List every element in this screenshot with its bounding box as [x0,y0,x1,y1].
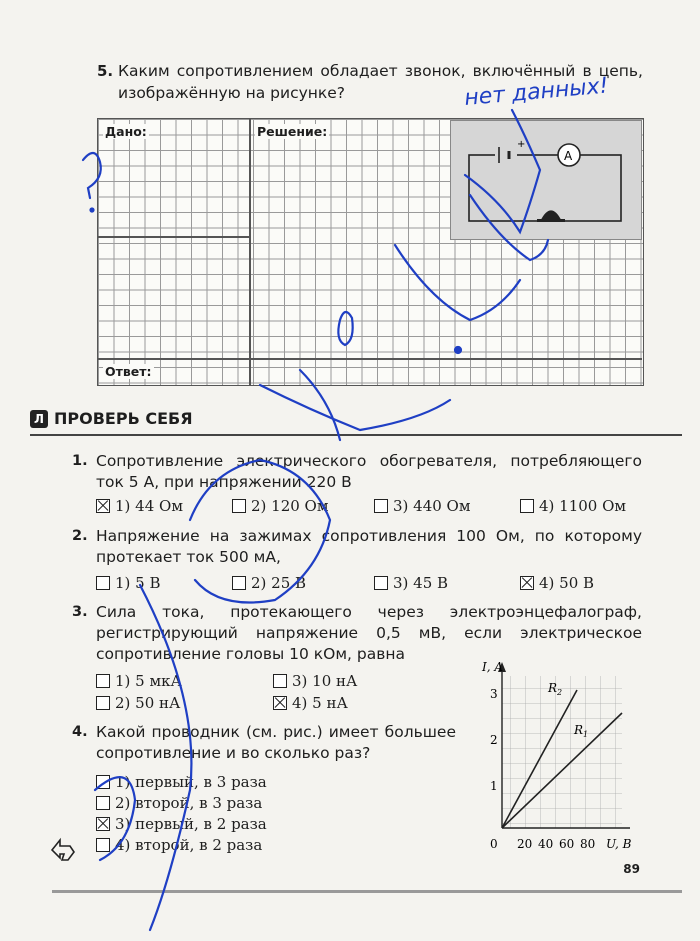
task-number: 5. [97,62,114,80]
x-tick: 40 [538,837,554,851]
grid-vertical-divider [249,119,251,385]
task-text: Каким сопротивлением обладает звонок, включённый в цепь, изображённую на рисунке? [118,62,643,102]
q3-option-3[interactable]: 3) 10 нА [273,672,357,690]
bottom-rule [52,890,682,893]
q3-option-2[interactable]: 2) 50 нА [96,694,180,712]
checkbox[interactable] [520,499,534,513]
q4-option-1[interactable]: 1) первый, в 3 раза [96,773,267,791]
q3-option-1[interactable]: 1) 5 мкА [96,672,182,690]
q4-option-3[interactable]: 3) первый, в 2 раза [96,815,267,833]
section-icon: Л [30,410,48,428]
checkbox[interactable] [96,838,110,852]
iu-graph-svg [480,658,650,858]
y-tick: 1 [490,779,498,793]
x-tick: 20 [517,837,533,851]
q3-option-4[interactable]: 4) 5 нА [273,694,348,712]
back-arrow-icon[interactable] [48,836,78,868]
section-title: ПРОВЕРЬ СЕБЯ [54,409,193,428]
x-axis-label: U, B [606,837,632,851]
checkbox-checked[interactable] [96,499,110,513]
q2-option-4[interactable]: 4) 50 В [520,574,594,592]
checkbox[interactable] [273,674,287,688]
q1-option-2[interactable]: 2) 120 Ом [232,497,329,515]
question-4-number: 4. [72,724,88,740]
grid-answer-divider [97,358,642,360]
q2-option-2[interactable]: 2) 25 В [232,574,306,592]
checkbox[interactable] [96,775,110,789]
checkbox[interactable] [96,674,110,688]
question-2-number: 2. [72,528,88,544]
handwritten-note: нет данных! [463,73,610,111]
checkbox-checked[interactable] [273,696,287,710]
question-3-number: 3. [72,604,88,620]
checkbox[interactable] [96,576,110,590]
q1-option-3[interactable]: 3) 440 Ом [374,497,471,515]
q4-option-4[interactable]: 4) второй, в 2 раза [96,836,262,854]
answer-label: Ответ: [105,364,152,379]
checkbox[interactable] [232,576,246,590]
question-1-text: Сопротивление электрического обогревателя, потребляющего ток 5 А, при напряжении 220 В [96,452,642,491]
x-tick: 80 [580,837,596,851]
checkbox-checked[interactable] [96,817,110,831]
x-tick: 60 [559,837,575,851]
checkbox[interactable] [96,696,110,710]
q1-option-1[interactable]: 1) 44 Ом [96,497,183,515]
svg-text:+: + [517,139,526,150]
page-number: 89 [623,862,640,876]
circuit-schematic [451,121,641,239]
question-2-text: Напряжение на зажимах сопротивления 100 Ом, по которому протекает ток 500 мА, [96,527,642,566]
y-tick: 3 [490,687,498,701]
q2-option-3[interactable]: 3) 45 В [374,574,448,592]
series-label-r2: $R_2$ [548,681,563,697]
q1-option-4[interactable]: 4) 1100 Ом [520,497,626,515]
given-label: Дано: [105,124,147,139]
y-tick: 2 [490,733,498,747]
checkbox[interactable] [232,499,246,513]
series-label-r1: $R_1$ [574,723,589,739]
checkbox[interactable] [374,576,388,590]
question-4-text: Какой проводник (см. рис.) имеет большее сопротивление и во сколько раз? [96,723,456,762]
iu-graph [480,658,650,862]
question-1-number: 1. [72,453,88,469]
question-3-text: Сила тока, протекающего через электроэнцефалограф, регистрирующий напряжение 0,5 мВ, если электрическое сопротивление головы 10 кОм, равна [96,603,642,663]
grid-horizontal-divider [97,236,250,238]
checkbox-checked[interactable] [520,576,534,590]
x-tick: 0 [490,837,498,851]
y-axis-label: I, A [482,660,504,674]
ammeter-label: A [564,149,573,163]
circuit-diagram [450,120,642,240]
solution-label: Решение: [257,124,328,139]
checkbox[interactable] [374,499,388,513]
q4-option-2[interactable]: 2) второй, в 3 раза [96,794,262,812]
q2-option-1[interactable]: 1) 5 В [96,574,161,592]
checkbox[interactable] [96,796,110,810]
